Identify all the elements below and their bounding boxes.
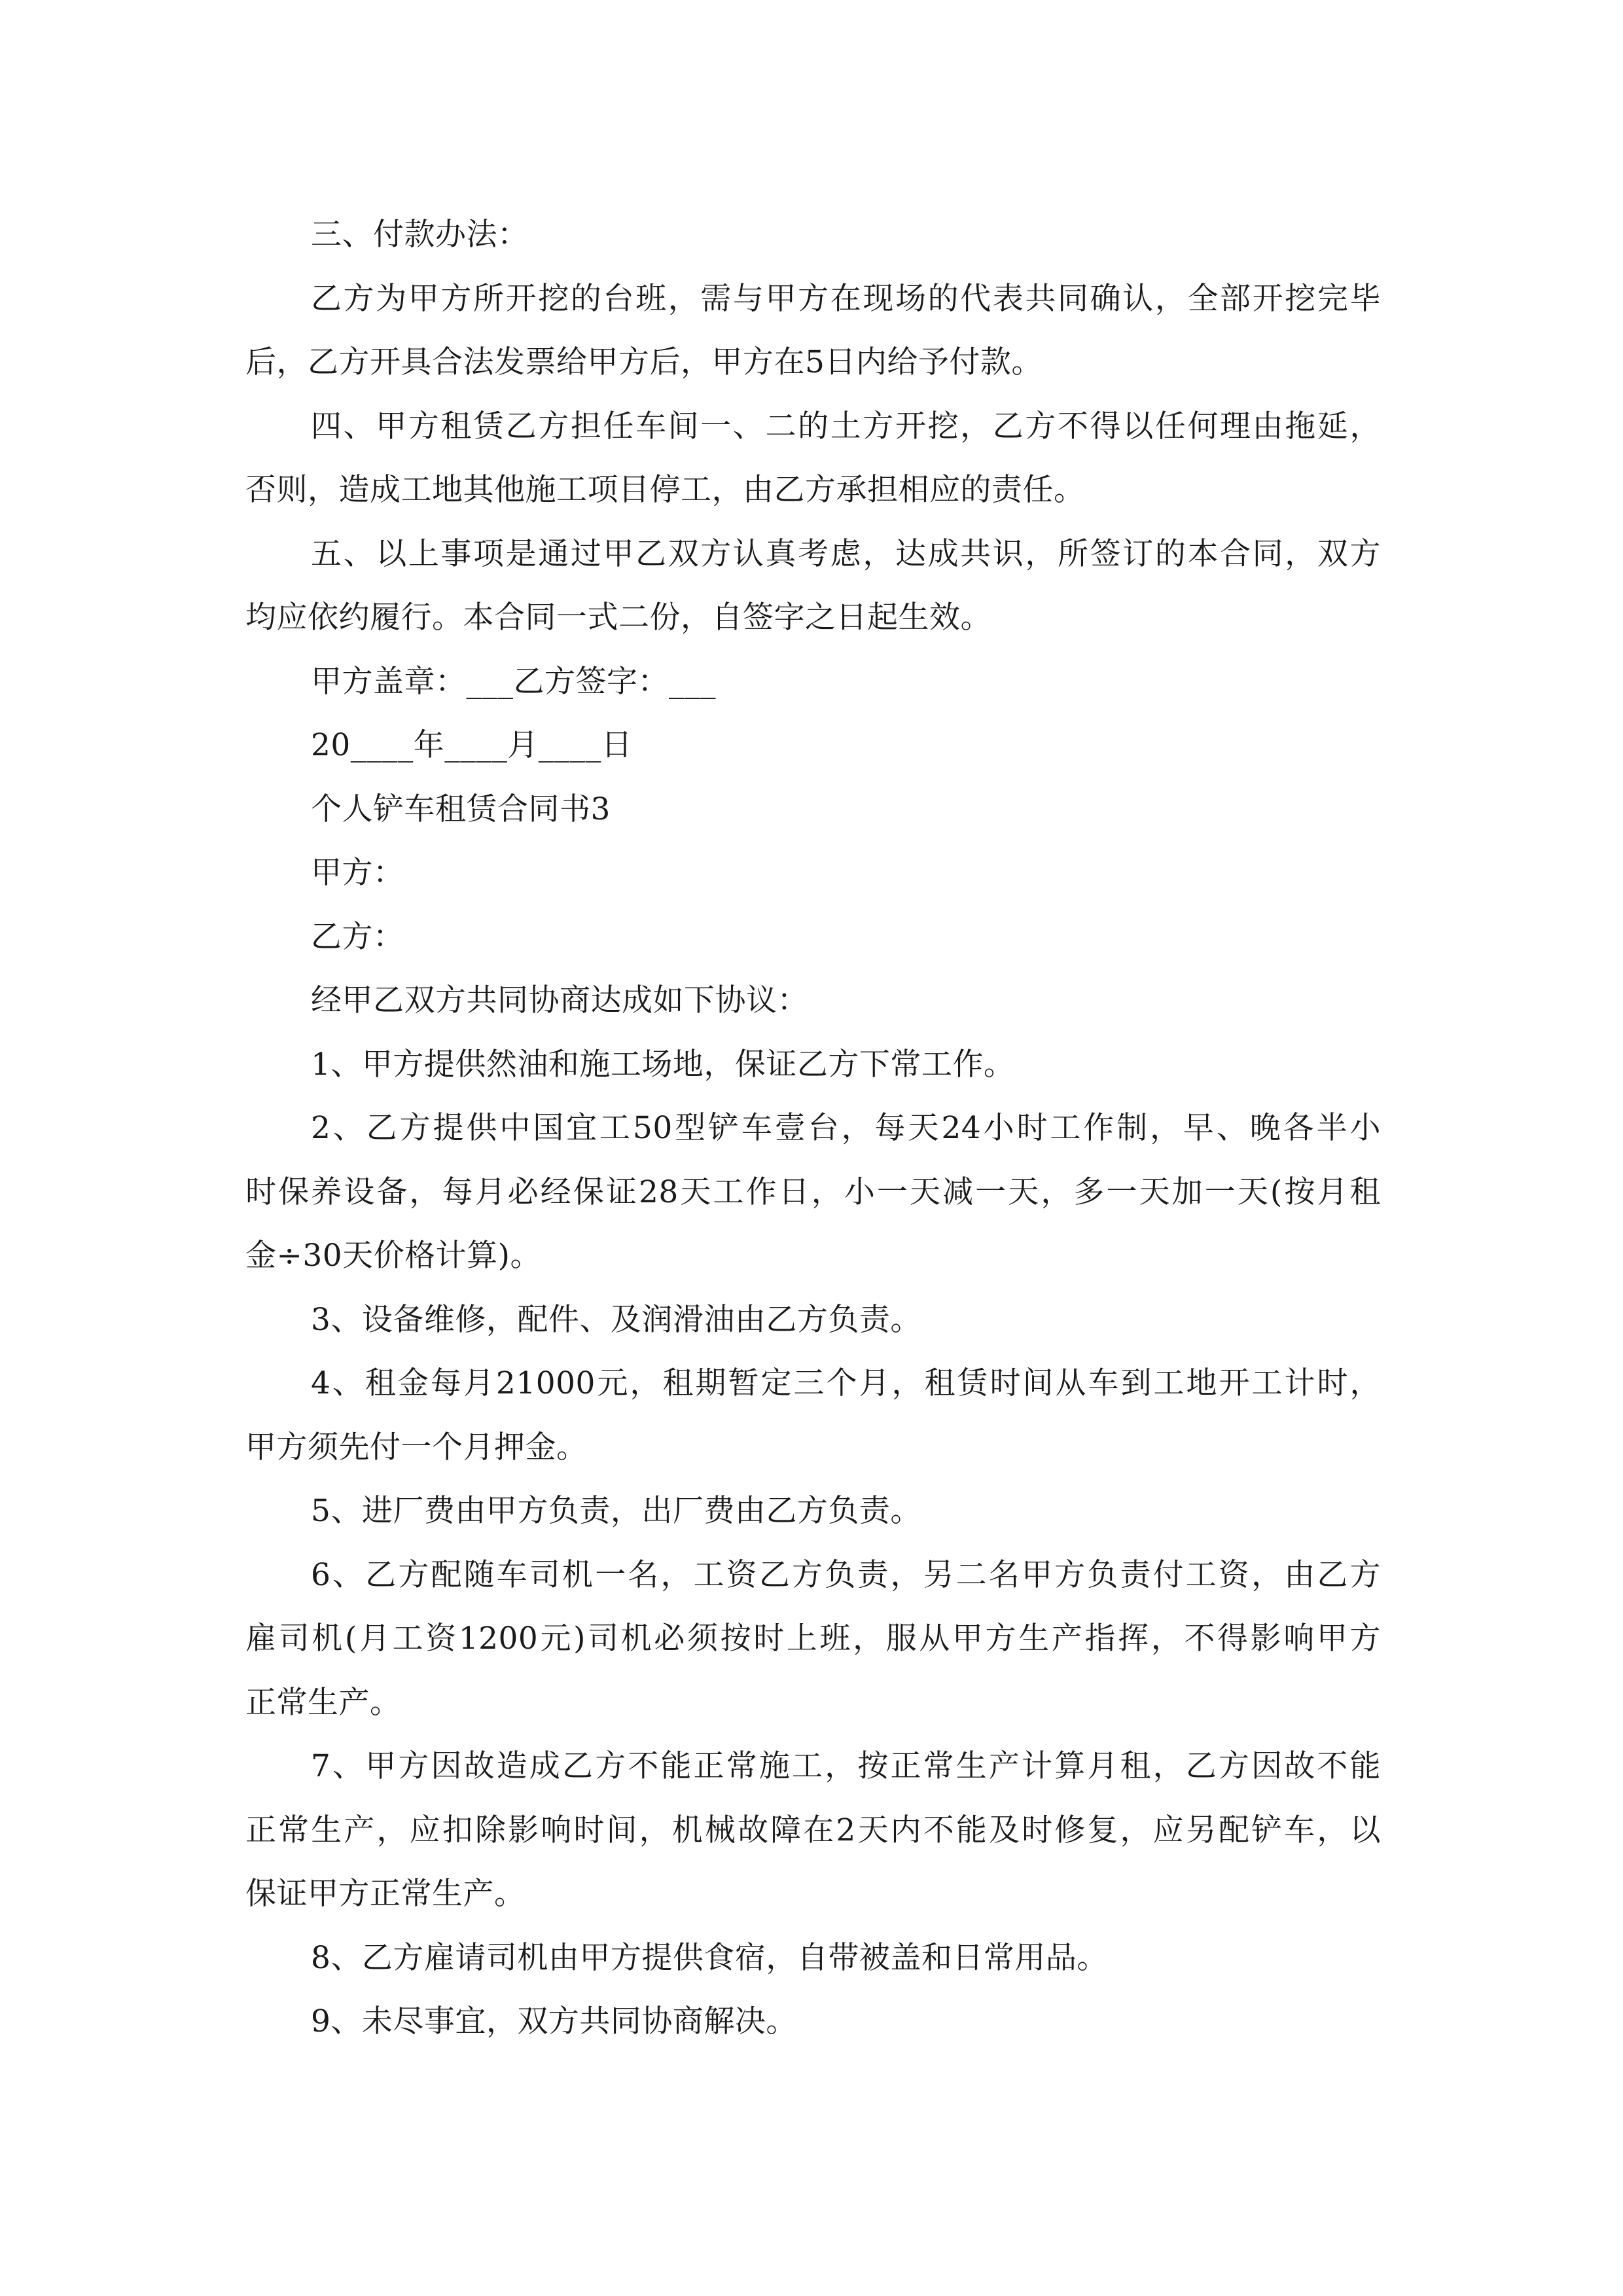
text-line: 后，乙方开具合法发票给甲方后，甲方在5日内给予付款。 [245,344,1043,380]
text-line: 否则，造成工地其他施工项目停工，由乙方承担相应的责任。 [245,472,1085,508]
text-line: 4、租金每月21000元，租期暂定三个月，租赁时间从车到工地开工计时， [311,1365,1381,1401]
text-line: 9、未尽事宜，双方共同协商解决。 [311,2003,797,2039]
text-line: 三、付款办法： [311,217,529,253]
text-line: 乙方为甲方所开挖的台班，需与甲方在现场的代表共同确认，全部开挖完毕 [311,280,1381,317]
text-line: 时保养设备，每月必经保证28天工作日，小一天减一天，多一天加一天(按月租 [245,1174,1381,1210]
text-line: 20____年____月____日 [311,727,633,763]
text-line: 正常生产。 [245,1684,401,1721]
text-line: 8、乙方雇请司机由甲方提供食宿，自带被盖和日常用品。 [311,1939,1108,1976]
text-line: 乙方： [311,918,404,955]
text-line: 5、进厂费由甲方负责，出厂费由乙方负责。 [311,1493,921,1529]
text-line: 6、乙方配随车司机一名，工资乙方负责，另二名甲方负责付工资，由乙方 [311,1556,1381,1593]
text-line: 甲方盖章：___乙方签字：___ [311,663,716,700]
text-line: 均应依约履行。本合同一式二份，自签字之日起生效。 [245,600,991,636]
text-line: 保证甲方正常生产。 [245,1876,526,1912]
text-line: 经甲乙双方共同协商达成如下协议： [311,982,808,1018]
text-line: 正常生产，应扣除影响时间，机械故障在2天内不能及时修复，应另配铲车，以 [245,1812,1381,1848]
text-line: 雇司机(月工资1200元)司机必须按时上班，服从甲方生产指挥，不得影响甲方 [245,1621,1381,1657]
document-body [245,203,1381,2054]
text-line: 四、甲方租赁乙方担任车间一、二的土方开挖，乙方不得以任何理由拖延， [311,408,1381,444]
text-line: 1、甲方提供然油和施工场地，保证乙方下常工作。 [311,1046,1015,1083]
text-line: 甲方： [311,855,404,891]
text-line: 金÷30天价格计算)。 [245,1238,542,1274]
text-line: 2、乙方提供中国宜工50型铲车壹台，每天24小时工作制，早、晚各半小 [311,1110,1381,1146]
text-line: 甲方须先付一个月押金。 [245,1429,588,1465]
text-line: 3、设备维修，配件、及润滑油由乙方负责。 [311,1301,921,1338]
text-line: 个人铲车租赁合同书3 [311,791,611,827]
text-line: 五、以上事项是通过甲乙双方认真考虑，达成共识，所签订的本合同，双方 [311,535,1381,572]
text-line: 7、甲方因故造成乙方不能正常施工，按正常生产计算月租，乙方因故不能 [311,1748,1381,1784]
